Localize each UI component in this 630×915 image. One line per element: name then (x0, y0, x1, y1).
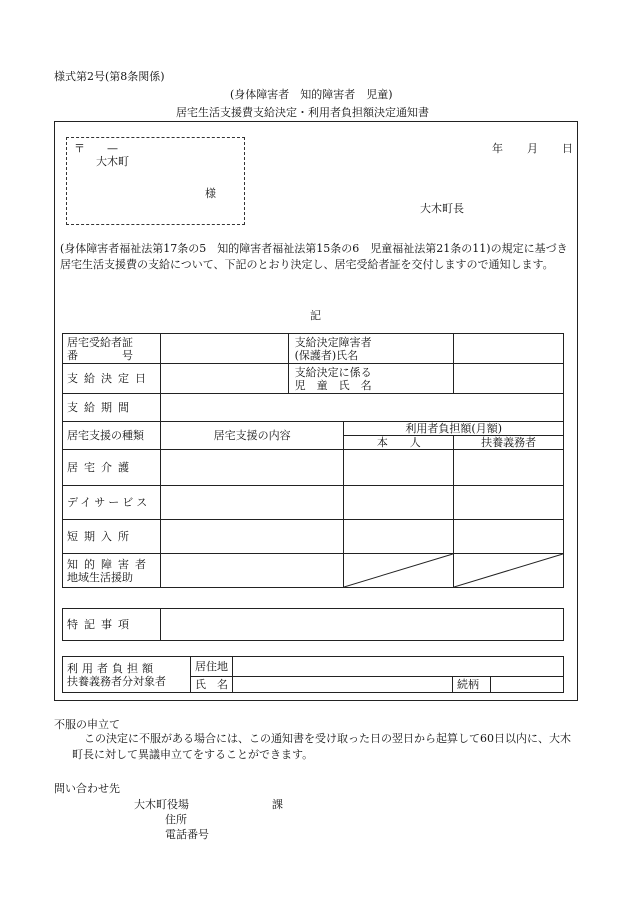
child-name-label: 支給決定に係る 児 童 氏 名 (288, 364, 454, 394)
honorific: 様 (205, 187, 216, 200)
intro-text: (身体障害者福祉法第17条の5 知的障害者福祉法第15条の6 児童福祉法第21条の11)の規定に基づき居宅生活支援費の支給について、下記のとおり決定し、居宅受給者証を交付しますので通知します。 (60, 242, 568, 271)
contact-section: 課 (272, 798, 283, 811)
appeal-body: この決定に不服がある場合には、この通知書を受け取った日の翌日から起算して60日以内に、大木町長に対して異議申立てをすることができます。 (72, 732, 571, 761)
row-type-label: デイサービス (63, 486, 161, 520)
subtitle: (身体障害者 知的障害者 児童) (230, 88, 393, 101)
contact-address-label: 住所 (165, 813, 187, 826)
date-year: 年 (492, 142, 503, 155)
row-content[interactable] (160, 486, 344, 520)
page-title: 居宅生活支援費支給決定・利用者負担額決定通知書 (176, 106, 429, 119)
postal-mark: 〒 — (74, 142, 118, 155)
row-content[interactable] (160, 520, 344, 554)
ki-mark: 記 (310, 309, 321, 322)
decision-date-value[interactable] (160, 364, 288, 394)
benefit-table (62, 333, 564, 588)
row-self-crossed (344, 554, 454, 588)
child-name-value[interactable] (454, 364, 564, 394)
row-self[interactable] (344, 450, 454, 486)
issuer: 大木町長 (420, 202, 464, 215)
row-self[interactable] (344, 486, 454, 520)
cert-no-label: 居宅受給者証 番 号 (63, 334, 161, 364)
row-content[interactable] (160, 554, 344, 588)
cert-no-cells[interactable] (160, 334, 288, 364)
row-supporter[interactable] (454, 520, 564, 554)
col-self-header: 本 人 (344, 436, 454, 450)
row-type-label: 知的障害者 地域生活援助 (63, 554, 161, 588)
date-day: 日 (562, 142, 573, 155)
col-type-header: 居宅支援の種類 (63, 422, 161, 450)
contact-phone-label: 電話番号 (165, 828, 209, 841)
supporter-label: 利用者負担額 扶養義務者分対象者 (63, 657, 191, 693)
appeal-heading: 不服の申立て (54, 718, 120, 731)
name-label: 氏 名 (191, 677, 233, 693)
residence-value[interactable] (233, 657, 564, 677)
contact-office: 大木町役場 (134, 798, 189, 811)
row-supporter[interactable] (454, 450, 564, 486)
special-notes-table (62, 608, 564, 641)
relation-label: 続柄 (453, 677, 491, 693)
col-content-header: 居宅支援の内容 (160, 422, 344, 450)
supporter-table (62, 656, 564, 693)
row-type-label: 居宅介護 (63, 450, 161, 486)
row-supporter-crossed (454, 554, 564, 588)
special-notes-value[interactable] (161, 609, 564, 641)
name-value[interactable] (233, 677, 453, 693)
period-value[interactable] (160, 394, 563, 422)
special-notes-label: 特記事項 (63, 609, 161, 641)
decided-person-value[interactable] (454, 334, 564, 364)
col-supporter-header: 扶養義務者 (454, 436, 564, 450)
date-month: 月 (527, 142, 538, 155)
relation-value[interactable] (491, 677, 564, 693)
row-self[interactable] (344, 520, 454, 554)
address-town: 大木町 (96, 155, 129, 168)
period-label: 支給期間 (63, 394, 161, 422)
decision-date-label: 支給決定日 (63, 364, 161, 394)
decided-person-label: 支給決定障害者 (保護者)氏名 (288, 334, 454, 364)
row-type-label: 短期入所 (63, 520, 161, 554)
row-content[interactable] (160, 450, 344, 486)
residence-label: 居住地 (191, 657, 233, 677)
contact-heading: 問い合わせ先 (54, 782, 120, 795)
col-burden-header: 利用者負担額(月額) (344, 422, 564, 436)
row-supporter[interactable] (454, 486, 564, 520)
form-number: 様式第2号(第8条関係) (54, 70, 165, 83)
